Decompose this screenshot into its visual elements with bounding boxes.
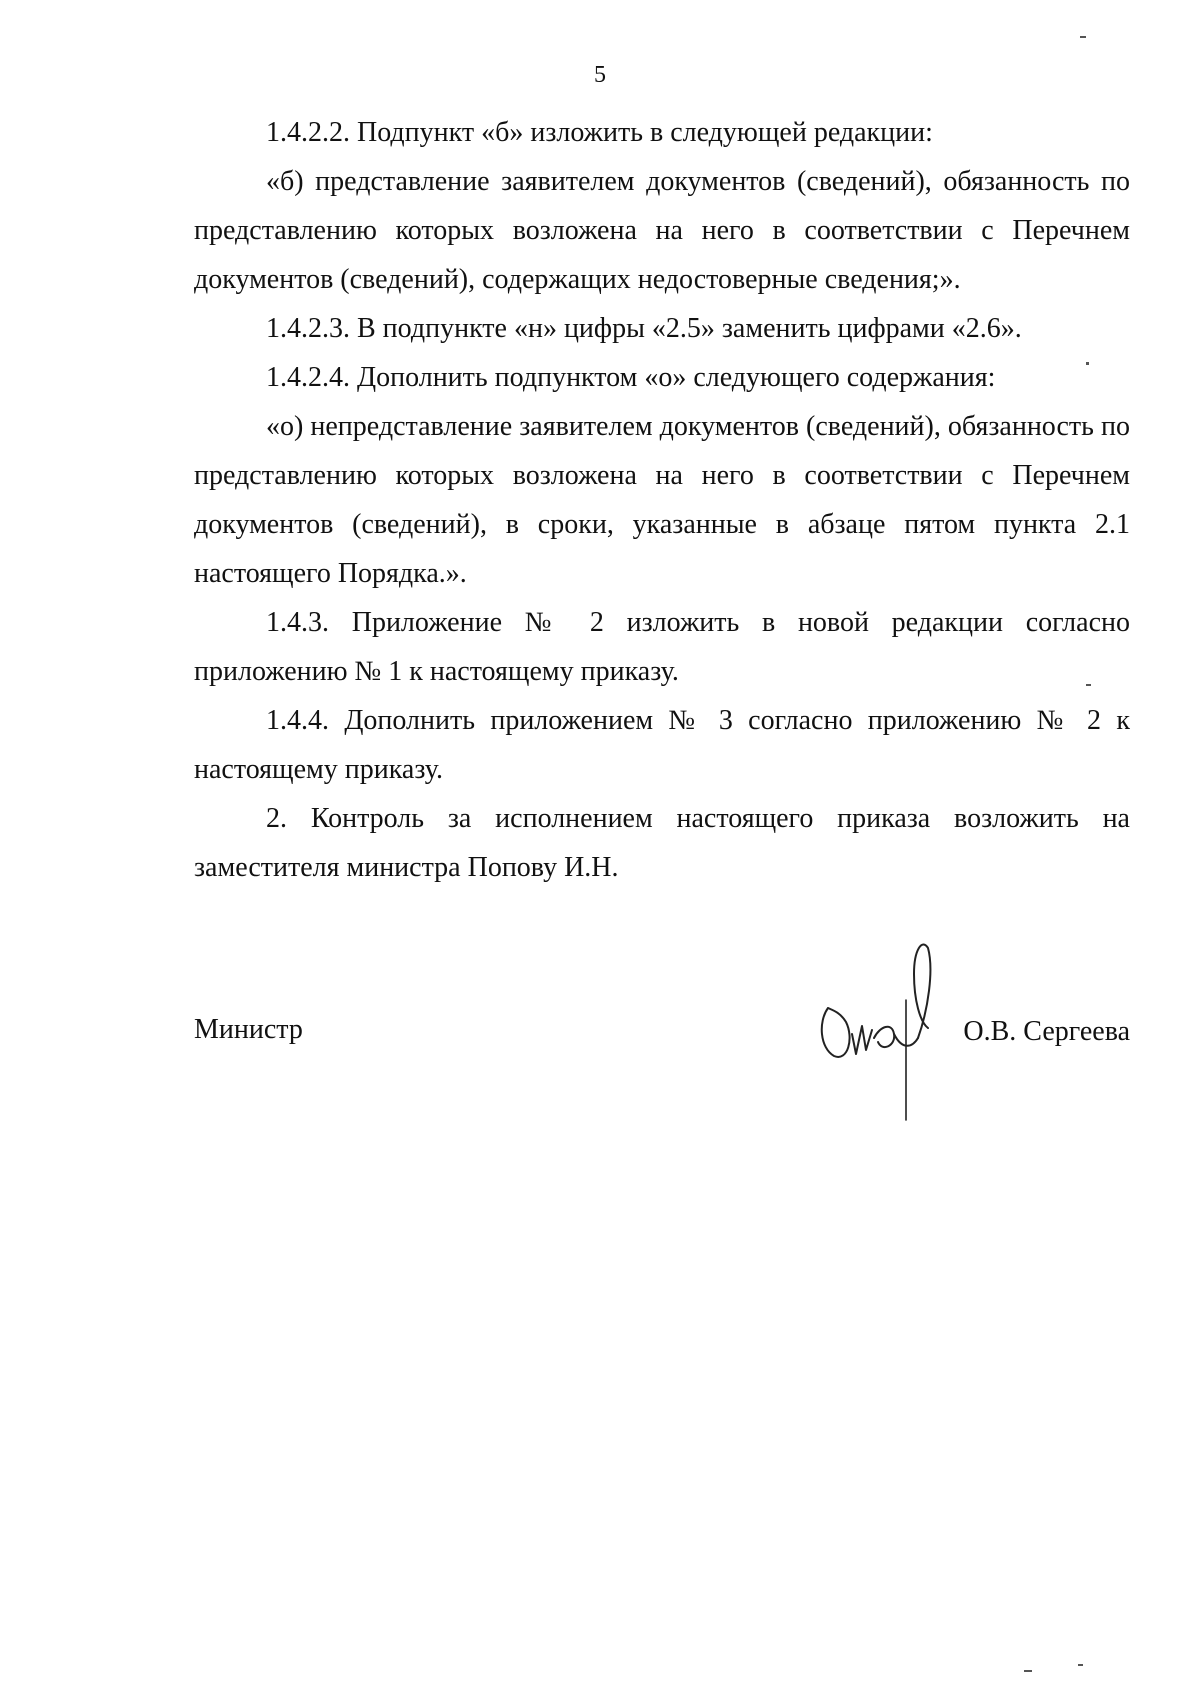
paragraph-1-4-2-4: 1.4.2.4. Дополнить подпунктом «о» следующего содержания: bbox=[266, 362, 996, 393]
paragraph-2-control: 2. Контроль за исполнением настоящего приказа возложить на заместителя министра Попову И.Н. bbox=[194, 803, 1130, 883]
scan-speck bbox=[1086, 362, 1089, 365]
document-body bbox=[194, 108, 1130, 892]
handwritten-signature bbox=[810, 930, 970, 1130]
scan-speck bbox=[1086, 684, 1091, 686]
signatory-name: О.В. Сергеева bbox=[963, 1016, 1130, 1047]
paragraph-1-4-2-3: 1.4.2.3. В подпункте «н» цифры «2.5» заменить цифрами «2.6». bbox=[266, 313, 1022, 344]
signature-block bbox=[194, 1010, 1130, 1070]
scan-speck bbox=[1024, 1670, 1032, 1672]
paragraph-subitem-o: «о) непредставление заявителем документов (сведений), обязанность по представлению которых возложена на него в соответствии с Перечнем документов (сведений), в сроки, указанные в абзаце пятом пункта 2.1 настоящего Порядка.». bbox=[194, 411, 1130, 589]
scan-speck bbox=[1080, 36, 1086, 38]
signatory-title: Министр bbox=[194, 1014, 303, 1045]
paragraph-1-4-2-2: 1.4.2.2. Подпункт «б» изложить в следующей редакции: bbox=[266, 117, 933, 148]
page-number: 5 bbox=[594, 62, 606, 88]
paragraph-subitem-b: «б) представление заявителем документов (сведений), обязанность по представлению которых возложена на него в соответствии с Перечнем документов (сведений), содержащих недостоверные сведения;». bbox=[194, 166, 1130, 295]
scan-speck bbox=[1078, 1664, 1083, 1666]
paragraph-1-4-3: 1.4.3. Приложение № 2 изложить в новой редакции согласно приложению № 1 к настоящему приказу. bbox=[194, 607, 1130, 687]
paragraph-1-4-4: 1.4.4. Дополнить приложением № 3 согласно приложению № 2 к настоящему приказу. bbox=[194, 705, 1130, 785]
